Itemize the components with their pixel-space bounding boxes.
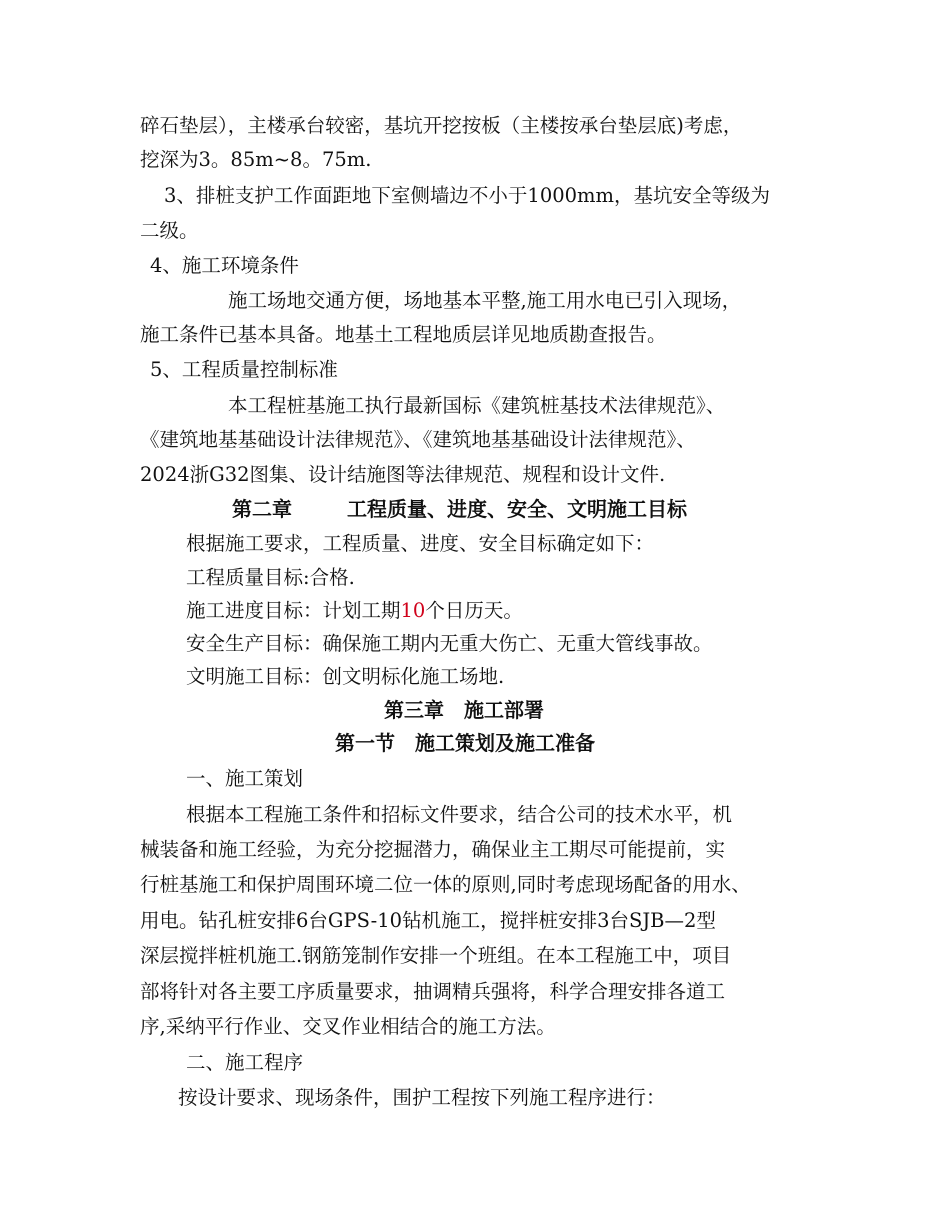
goal-schedule xyxy=(186,599,523,623)
text-line: 《建筑地基基础设计法律规范》、《建筑地基基础设计法律规范》、 xyxy=(140,428,696,451)
text-line: 施工条件已基本具备。地基土工程地质层详见地质勘查报告。 xyxy=(140,323,667,346)
text-line: 本工程桩基施工执行最新国标《建筑桩基技术法律规范》、 xyxy=(228,394,726,417)
planning-line: 序,采纳平行作业、交叉作业相结合的施工方法。 xyxy=(140,1015,556,1038)
goal-schedule-days: 10 xyxy=(400,599,426,622)
chapter-2-title: 第二章 xyxy=(232,497,292,521)
planning-line: 深层搅拌桩机施工.钢筋笼制作安排一个班组。在本工程施工中，项目 xyxy=(140,944,732,967)
goal-quality: 工程质量目标:合格. xyxy=(186,566,355,589)
goals-intro: 根据施工要求，工程质量、进度、安全目标确定如下： xyxy=(186,532,655,555)
planning-line: 械装备和施工经验，为充分挖掘潜力，确保业主工期尽可能提前，实 xyxy=(140,838,726,861)
text-line: 2024浙G32图集、设计结施图等法律规范、规程和设计文件. xyxy=(140,463,666,486)
goal-safety: 安全生产目标：确保施工期内无重大伤亡、无重大管线事故。 xyxy=(186,632,713,655)
planning-line: 用电。钻孔桩安排6台GPS-10钻机施工，搅拌桩安排3台SJB—2型 xyxy=(140,909,716,932)
text-line: 施工场地交通方便，场地基本平整,施工用水电已引入现场， xyxy=(228,289,742,312)
procedure-intro: 按设计要求、现场条件，围护工程按下列施工程序进行： xyxy=(178,1086,666,1109)
text-line: 二级。 xyxy=(140,219,199,242)
procedure-heading: 二、施工程序 xyxy=(186,1051,304,1074)
text-line: 挖深为3。85m~8。75m. xyxy=(140,148,372,171)
chapter-2-subtitle: 工程质量、进度、安全、文明施工目标 xyxy=(347,497,687,521)
text-line: 碎石垫层），主楼承台较密，基坑开挖按板（主楼按承台垫层底)考虑， xyxy=(140,114,743,137)
planning-line: 行桩基施工和保护周围环境二位一体的原则,同时考虑现场配备的用水、 xyxy=(140,873,751,896)
planning-line: 部将针对各主要工序质量要求，抽调精兵强将，科学合理安排各道工 xyxy=(140,980,726,1003)
section-1-title: 第一节 施工策划及施工准备 xyxy=(335,731,595,755)
goal-civil: 文明施工目标：创文明标化施工场地. xyxy=(186,665,505,688)
section-heading: 5、工程质量控制标准 xyxy=(150,358,338,381)
chapter-3-title: 第三章 施工部署 xyxy=(384,698,544,722)
planning-heading: 一、施工策划 xyxy=(186,767,304,790)
text-line: 3、排桩支护工作面距地下室侧墙边不小于1000mm，基坑安全等级为 xyxy=(164,184,771,207)
section-heading: 4、施工环境条件 xyxy=(150,254,299,277)
planning-line: 根据本工程施工条件和招标文件要求，结合公司的技术水平，机 xyxy=(186,803,733,826)
goal-schedule-prefix: 施工进度目标：计划工期 xyxy=(186,599,401,622)
goal-schedule-suffix: 个日历天。 xyxy=(425,599,523,622)
